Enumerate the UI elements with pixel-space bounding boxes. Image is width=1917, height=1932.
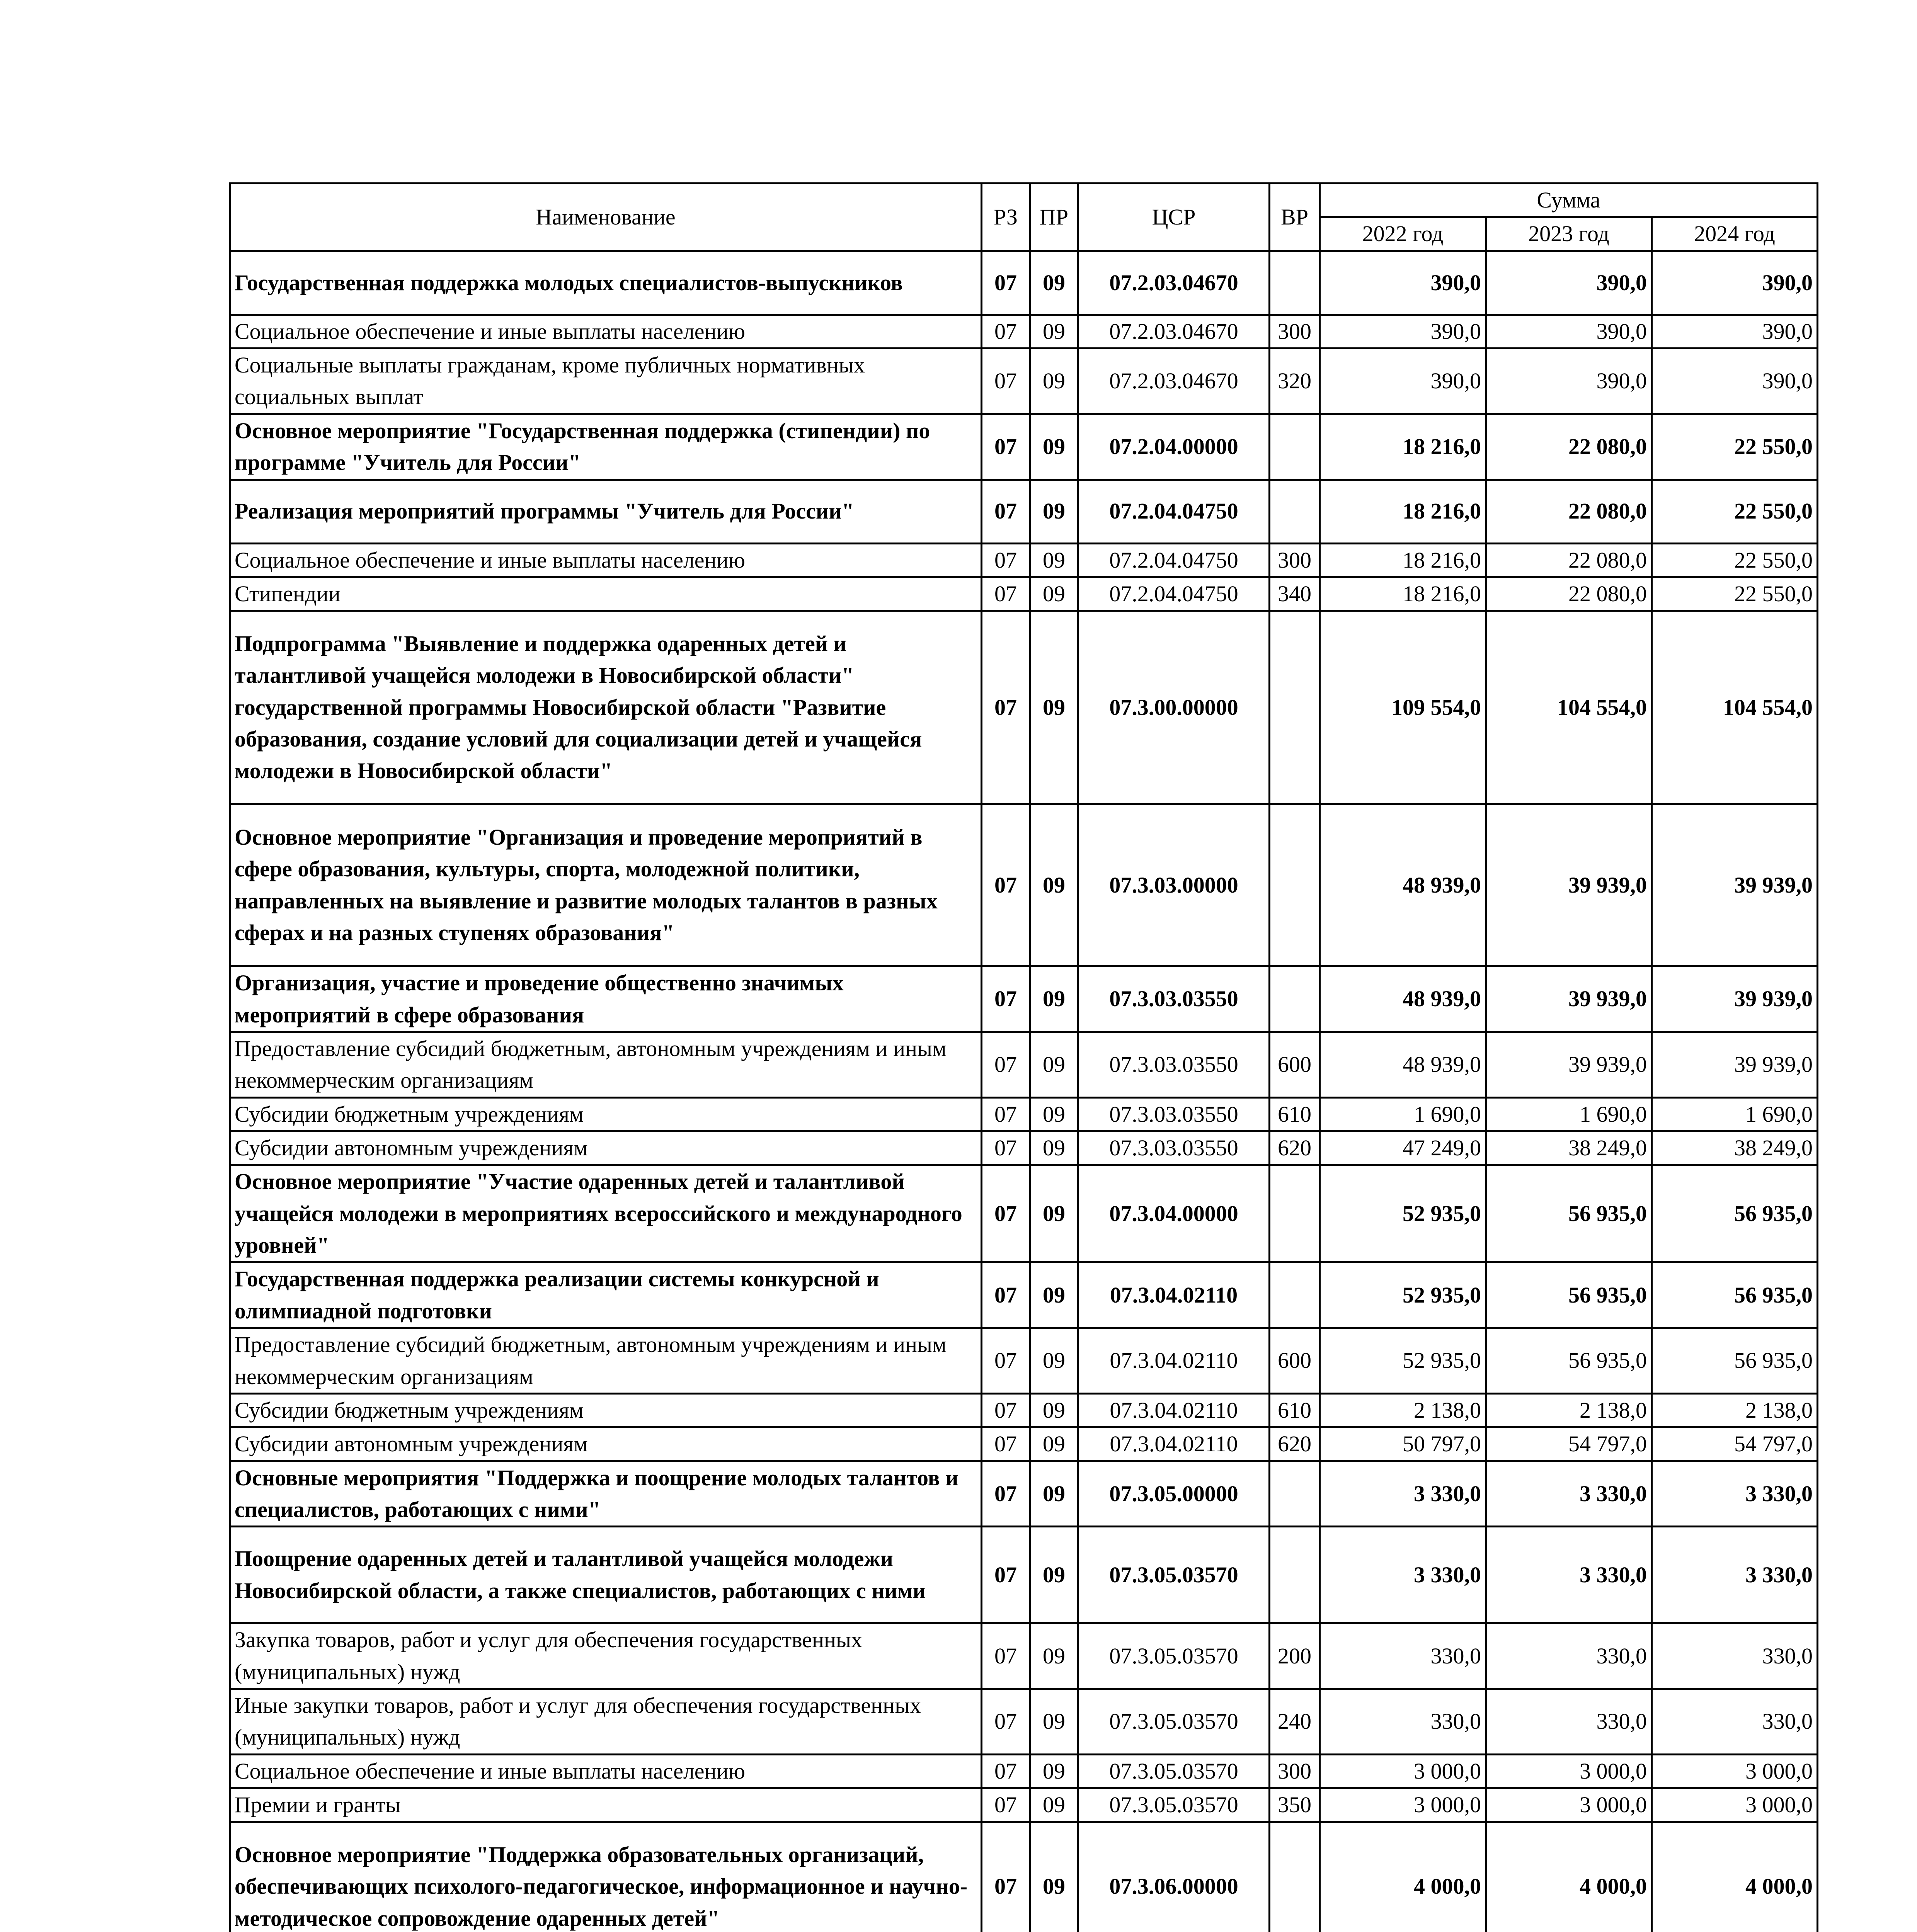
cell-2024: 4 000,0 <box>1652 1822 1818 1932</box>
cell-rz: 07 <box>982 611 1030 804</box>
header-year-2024: 2024 год <box>1652 217 1818 251</box>
cell-2024: 39 939,0 <box>1652 804 1818 966</box>
cell-vr: 600 <box>1270 1032 1320 1097</box>
cell-2023: 56 935,0 <box>1486 1165 1652 1262</box>
cell-2023: 22 080,0 <box>1486 480 1652 543</box>
cell-rz: 07 <box>982 804 1030 966</box>
cell-name: Предоставление субсидий бюджетным, автономным учреждениям и иным некоммерческим организациям <box>230 1328 982 1394</box>
cell-pr: 09 <box>1030 611 1078 804</box>
cell-vr <box>1270 1262 1320 1328</box>
cell-vr: 610 <box>1270 1393 1320 1427</box>
table-row <box>230 315 1818 348</box>
cell-csr: 07.3.03.03550 <box>1078 1131 1270 1165</box>
cell-pr: 09 <box>1030 1623 1078 1689</box>
cell-vr: 340 <box>1270 577 1320 611</box>
cell-2024: 54 797,0 <box>1652 1427 1818 1461</box>
cell-2024: 38 249,0 <box>1652 1131 1818 1165</box>
cell-rz: 07 <box>982 543 1030 577</box>
cell-2022: 390,0 <box>1320 251 1486 315</box>
cell-pr: 09 <box>1030 349 1078 414</box>
cell-rz: 07 <box>982 1165 1030 1262</box>
cell-2022: 48 939,0 <box>1320 966 1486 1032</box>
cell-name: Предоставление субсидий бюджетным, автономным учреждениям и иным некоммерческим организациям <box>230 1032 982 1097</box>
cell-2023: 1 690,0 <box>1486 1097 1652 1131</box>
cell-rz: 07 <box>982 1822 1030 1932</box>
table-row <box>230 966 1818 1032</box>
cell-csr: 07.2.04.04750 <box>1078 543 1270 577</box>
cell-2023: 39 939,0 <box>1486 966 1652 1032</box>
cell-vr: 620 <box>1270 1427 1320 1461</box>
cell-rz: 07 <box>982 1527 1030 1623</box>
cell-pr: 09 <box>1030 1165 1078 1262</box>
cell-2023: 22 080,0 <box>1486 543 1652 577</box>
cell-2024: 1 690,0 <box>1652 1097 1818 1131</box>
cell-vr: 300 <box>1270 1754 1320 1788</box>
cell-pr: 09 <box>1030 1427 1078 1461</box>
cell-2022: 48 939,0 <box>1320 1032 1486 1097</box>
cell-csr: 07.3.05.03570 <box>1078 1527 1270 1623</box>
cell-pr: 09 <box>1030 1689 1078 1755</box>
cell-vr: 350 <box>1270 1788 1320 1822</box>
cell-2024: 390,0 <box>1652 315 1818 348</box>
cell-csr: 07.2.04.00000 <box>1078 414 1270 480</box>
cell-2023: 3 000,0 <box>1486 1788 1652 1822</box>
cell-vr <box>1270 480 1320 543</box>
cell-csr: 07.2.03.04670 <box>1078 251 1270 315</box>
cell-2022: 1 690,0 <box>1320 1097 1486 1131</box>
cell-pr: 09 <box>1030 1131 1078 1165</box>
cell-2024: 22 550,0 <box>1652 543 1818 577</box>
cell-name: Реализация мероприятий программы "Учитель для России" <box>230 480 982 543</box>
table-row <box>230 1131 1818 1165</box>
cell-2024: 3 000,0 <box>1652 1754 1818 1788</box>
cell-csr: 07.3.04.02110 <box>1078 1328 1270 1394</box>
cell-pr: 09 <box>1030 1262 1078 1328</box>
cell-csr: 07.3.05.03570 <box>1078 1689 1270 1755</box>
cell-pr: 09 <box>1030 1097 1078 1131</box>
header-name: Наименование <box>230 184 982 251</box>
cell-vr <box>1270 251 1320 315</box>
cell-rz: 07 <box>982 349 1030 414</box>
cell-name: Субсидии автономным учреждениям <box>230 1131 982 1165</box>
cell-rz: 07 <box>982 1032 1030 1097</box>
table-row <box>230 1527 1818 1623</box>
cell-pr: 09 <box>1030 1527 1078 1623</box>
cell-vr <box>1270 804 1320 966</box>
cell-2023: 56 935,0 <box>1486 1328 1652 1394</box>
cell-2022: 3 330,0 <box>1320 1461 1486 1527</box>
table-row <box>230 1623 1818 1689</box>
header-sum: Сумма <box>1320 184 1818 217</box>
cell-2023: 4 000,0 <box>1486 1822 1652 1932</box>
cell-pr: 09 <box>1030 1788 1078 1822</box>
cell-rz: 07 <box>982 577 1030 611</box>
cell-pr: 09 <box>1030 1754 1078 1788</box>
cell-rz: 07 <box>982 1328 1030 1394</box>
header-vr: ВР <box>1270 184 1320 251</box>
cell-pr: 09 <box>1030 315 1078 348</box>
cell-csr: 07.3.04.02110 <box>1078 1262 1270 1328</box>
cell-2024: 39 939,0 <box>1652 1032 1818 1097</box>
cell-pr: 09 <box>1030 804 1078 966</box>
cell-rz: 07 <box>982 1393 1030 1427</box>
cell-2023: 330,0 <box>1486 1623 1652 1689</box>
cell-2022: 52 935,0 <box>1320 1262 1486 1328</box>
cell-2023: 330,0 <box>1486 1689 1652 1755</box>
cell-2022: 18 216,0 <box>1320 414 1486 480</box>
cell-2024: 22 550,0 <box>1652 414 1818 480</box>
cell-name: Субсидии бюджетным учреждениям <box>230 1097 982 1131</box>
cell-rz: 07 <box>982 1754 1030 1788</box>
table-row <box>230 1788 1818 1822</box>
cell-rz: 07 <box>982 966 1030 1032</box>
cell-vr: 610 <box>1270 1097 1320 1131</box>
cell-2024: 56 935,0 <box>1652 1328 1818 1394</box>
cell-pr: 09 <box>1030 414 1078 480</box>
cell-pr: 09 <box>1030 1032 1078 1097</box>
cell-2024: 104 554,0 <box>1652 611 1818 804</box>
cell-name: Субсидии бюджетным учреждениям <box>230 1393 982 1427</box>
cell-csr: 07.2.04.04750 <box>1078 480 1270 543</box>
cell-vr <box>1270 1527 1320 1623</box>
cell-2023: 39 939,0 <box>1486 804 1652 966</box>
cell-rz: 07 <box>982 480 1030 543</box>
cell-2024: 2 138,0 <box>1652 1393 1818 1427</box>
cell-csr: 07.2.03.04670 <box>1078 349 1270 414</box>
cell-vr <box>1270 611 1320 804</box>
cell-csr: 07.3.05.03570 <box>1078 1788 1270 1822</box>
cell-2023: 39 939,0 <box>1486 1032 1652 1097</box>
cell-rz: 07 <box>982 1427 1030 1461</box>
cell-rz: 07 <box>982 1097 1030 1131</box>
cell-name: Основное мероприятие "Организация и проведение мероприятий в сфере образования, культуры, спорта, молодежной политики, направленных на выявление и развитие молодых талантов в разных сферах и на разных ступенях образования" <box>230 804 982 966</box>
cell-csr: 07.3.00.00000 <box>1078 611 1270 804</box>
cell-2022: 52 935,0 <box>1320 1165 1486 1262</box>
table-row <box>230 577 1818 611</box>
table-row <box>230 1032 1818 1097</box>
cell-pr: 09 <box>1030 966 1078 1032</box>
cell-2022: 50 797,0 <box>1320 1427 1486 1461</box>
cell-rz: 07 <box>982 1262 1030 1328</box>
cell-rz: 07 <box>982 315 1030 348</box>
cell-csr: 07.3.05.03570 <box>1078 1623 1270 1689</box>
cell-2024: 3 330,0 <box>1652 1527 1818 1623</box>
cell-2024: 3 330,0 <box>1652 1461 1818 1527</box>
cell-name: Основное мероприятие "Государственная поддержка (стипендии) по программе "Учитель для России" <box>230 414 982 480</box>
table-row <box>230 1097 1818 1131</box>
cell-vr <box>1270 1822 1320 1932</box>
cell-csr: 07.3.06.00000 <box>1078 1822 1270 1932</box>
cell-2024: 56 935,0 <box>1652 1165 1818 1262</box>
cell-csr: 07.3.04.02110 <box>1078 1393 1270 1427</box>
cell-2024: 3 000,0 <box>1652 1788 1818 1822</box>
cell-csr: 07.3.03.03550 <box>1078 1032 1270 1097</box>
cell-vr <box>1270 414 1320 480</box>
cell-csr: 07.3.05.03570 <box>1078 1754 1270 1788</box>
cell-2022: 390,0 <box>1320 349 1486 414</box>
cell-csr: 07.2.03.04670 <box>1078 315 1270 348</box>
cell-vr: 320 <box>1270 349 1320 414</box>
cell-2022: 18 216,0 <box>1320 577 1486 611</box>
cell-name: Социальное обеспечение и иные выплаты населению <box>230 1754 982 1788</box>
cell-name: Закупка товаров, работ и услуг для обеспечения государственных (муниципальных) нужд <box>230 1623 982 1689</box>
cell-pr: 09 <box>1030 1822 1078 1932</box>
cell-2023: 54 797,0 <box>1486 1427 1652 1461</box>
table-row <box>230 480 1818 543</box>
cell-2023: 22 080,0 <box>1486 577 1652 611</box>
cell-rz: 07 <box>982 1131 1030 1165</box>
cell-name: Подпрограмма "Выявление и поддержка одаренных детей и талантливой учащейся молодежи в Новосибирской области" государственной программы Новосибирской области "Развитие образования, создание условий для социализации детей и учащейся молодежи в Новосибирской области" <box>230 611 982 804</box>
cell-2023: 3 000,0 <box>1486 1754 1652 1788</box>
cell-2022: 18 216,0 <box>1320 543 1486 577</box>
cell-pr: 09 <box>1030 577 1078 611</box>
cell-pr: 09 <box>1030 1393 1078 1427</box>
header-year-2023: 2023 год <box>1486 217 1652 251</box>
cell-rz: 07 <box>982 1689 1030 1755</box>
table-row <box>230 1754 1818 1788</box>
cell-2024: 22 550,0 <box>1652 577 1818 611</box>
cell-name: Социальные выплаты гражданам, кроме публичных нормативных социальных выплат <box>230 349 982 414</box>
cell-2024: 390,0 <box>1652 251 1818 315</box>
table-row <box>230 1328 1818 1394</box>
cell-2023: 56 935,0 <box>1486 1262 1652 1328</box>
cell-name: Основные мероприятия "Поддержка и поощрение молодых талантов и специалистов, работающих с ними" <box>230 1461 982 1527</box>
cell-name: Поощрение одаренных детей и талантливой учащейся молодежи Новосибирской области, а также специалистов, работающих с ними <box>230 1527 982 1623</box>
cell-vr: 300 <box>1270 543 1320 577</box>
cell-rz: 07 <box>982 251 1030 315</box>
cell-2022: 109 554,0 <box>1320 611 1486 804</box>
table-row <box>230 1165 1818 1262</box>
cell-name: Иные закупки товаров, работ и услуг для обеспечения государственных (муниципальных) нужд <box>230 1689 982 1755</box>
cell-name: Основное мероприятие "Поддержка образовательных организаций, обеспечивающих психолого-педагогическое, информационное и научно-методическое сопровождение одаренных детей" <box>230 1822 982 1932</box>
cell-csr: 07.3.03.03550 <box>1078 1097 1270 1131</box>
header-year-2022: 2022 год <box>1320 217 1486 251</box>
cell-rz: 07 <box>982 1461 1030 1527</box>
cell-vr: 200 <box>1270 1623 1320 1689</box>
cell-2022: 47 249,0 <box>1320 1131 1486 1165</box>
cell-2023: 3 330,0 <box>1486 1527 1652 1623</box>
cell-csr: 07.3.04.02110 <box>1078 1427 1270 1461</box>
cell-vr: 620 <box>1270 1131 1320 1165</box>
cell-name: Государственная поддержка молодых специалистов-выпускников <box>230 251 982 315</box>
cell-name: Государственная поддержка реализации системы конкурсной и олимпиадной подготовки <box>230 1262 982 1328</box>
cell-name: Организация, участие и проведение общественно значимых мероприятий в сфере образования <box>230 966 982 1032</box>
cell-2022: 3 330,0 <box>1320 1527 1486 1623</box>
cell-pr: 09 <box>1030 1461 1078 1527</box>
cell-vr <box>1270 1461 1320 1527</box>
table-row <box>230 1461 1818 1527</box>
cell-2022: 3 000,0 <box>1320 1788 1486 1822</box>
cell-2023: 390,0 <box>1486 349 1652 414</box>
header-pr: ПР <box>1030 184 1078 251</box>
cell-2023: 390,0 <box>1486 251 1652 315</box>
cell-2023: 38 249,0 <box>1486 1131 1652 1165</box>
cell-name: Премии и гранты <box>230 1788 982 1822</box>
cell-2022: 330,0 <box>1320 1689 1486 1755</box>
cell-rz: 07 <box>982 414 1030 480</box>
table-row <box>230 1427 1818 1461</box>
cell-2023: 104 554,0 <box>1486 611 1652 804</box>
budget-table <box>229 182 1818 1932</box>
cell-2022: 52 935,0 <box>1320 1328 1486 1394</box>
cell-2024: 390,0 <box>1652 349 1818 414</box>
cell-2022: 390,0 <box>1320 315 1486 348</box>
cell-name: Стипендии <box>230 577 982 611</box>
table-header <box>230 184 1818 251</box>
cell-2023: 3 330,0 <box>1486 1461 1652 1527</box>
cell-2022: 18 216,0 <box>1320 480 1486 543</box>
cell-2023: 22 080,0 <box>1486 414 1652 480</box>
cell-csr: 07.2.04.04750 <box>1078 577 1270 611</box>
header-rz: РЗ <box>982 184 1030 251</box>
table-body <box>230 251 1818 1932</box>
table-row <box>230 1262 1818 1328</box>
table-row <box>230 251 1818 315</box>
cell-2022: 3 000,0 <box>1320 1754 1486 1788</box>
cell-csr: 07.3.04.00000 <box>1078 1165 1270 1262</box>
cell-vr: 240 <box>1270 1689 1320 1755</box>
table-row <box>230 611 1818 804</box>
cell-csr: 07.3.03.00000 <box>1078 804 1270 966</box>
table-row <box>230 804 1818 966</box>
cell-pr: 09 <box>1030 251 1078 315</box>
table-row <box>230 1689 1818 1755</box>
cell-2022: 48 939,0 <box>1320 804 1486 966</box>
cell-2023: 390,0 <box>1486 315 1652 348</box>
cell-vr: 600 <box>1270 1328 1320 1394</box>
cell-vr <box>1270 966 1320 1032</box>
cell-vr <box>1270 1165 1320 1262</box>
cell-vr: 300 <box>1270 315 1320 348</box>
cell-pr: 09 <box>1030 480 1078 543</box>
cell-pr: 09 <box>1030 1328 1078 1394</box>
cell-rz: 07 <box>982 1788 1030 1822</box>
cell-2024: 330,0 <box>1652 1623 1818 1689</box>
cell-name: Субсидии автономным учреждениям <box>230 1427 982 1461</box>
cell-2022: 2 138,0 <box>1320 1393 1486 1427</box>
cell-2024: 56 935,0 <box>1652 1262 1818 1328</box>
table-row <box>230 543 1818 577</box>
header-csr: ЦСР <box>1078 184 1270 251</box>
table-row <box>230 1393 1818 1427</box>
cell-csr: 07.3.05.00000 <box>1078 1461 1270 1527</box>
table-row <box>230 414 1818 480</box>
cell-2022: 4 000,0 <box>1320 1822 1486 1932</box>
table-row <box>230 1822 1818 1932</box>
cell-2022: 330,0 <box>1320 1623 1486 1689</box>
cell-2024: 22 550,0 <box>1652 480 1818 543</box>
cell-rz: 07 <box>982 1623 1030 1689</box>
cell-name: Социальное обеспечение и иные выплаты населению <box>230 315 982 348</box>
table-row <box>230 349 1818 414</box>
cell-name: Социальное обеспечение и иные выплаты населению <box>230 543 982 577</box>
cell-name: Основное мероприятие "Участие одаренных детей и талантливой учащейся молодежи в мероприятиях всероссийского и международного уровней" <box>230 1165 982 1262</box>
cell-2023: 2 138,0 <box>1486 1393 1652 1427</box>
cell-csr: 07.3.03.03550 <box>1078 966 1270 1032</box>
cell-pr: 09 <box>1030 543 1078 577</box>
cell-2024: 330,0 <box>1652 1689 1818 1755</box>
cell-2024: 39 939,0 <box>1652 966 1818 1032</box>
